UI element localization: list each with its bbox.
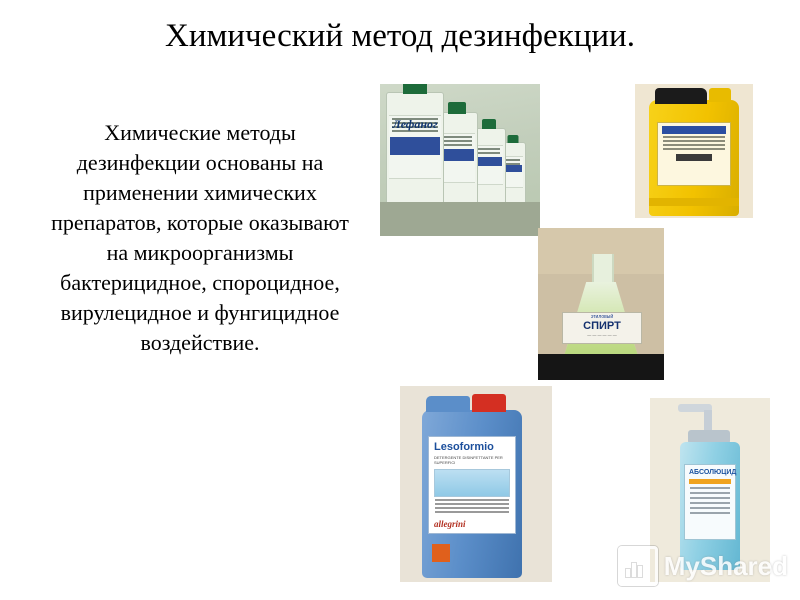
canister-brand-text: Lesoformio bbox=[434, 441, 494, 453]
canister-neck bbox=[709, 88, 731, 102]
pump-bottle-label bbox=[684, 464, 736, 540]
canister-body bbox=[649, 100, 739, 216]
photo-blue-canister bbox=[400, 386, 552, 582]
pump-bottle-brand-text: АБСОЛЮЦИД bbox=[689, 469, 737, 476]
flask-label-top: этиловый bbox=[590, 314, 614, 320]
canister-label-image bbox=[434, 469, 510, 497]
canister-body bbox=[422, 410, 522, 578]
photo-surface bbox=[380, 202, 540, 236]
photo-flask-alcohol bbox=[538, 228, 664, 380]
flask-neck bbox=[592, 254, 614, 284]
bottle-cap bbox=[448, 102, 466, 114]
watermark-label: MyShared bbox=[663, 550, 788, 581]
bottle-cap bbox=[508, 135, 519, 143]
page-title: Химический метод дезинфекции. bbox=[165, 18, 635, 54]
flask-label-fine: — — — — — — bbox=[587, 332, 617, 337]
canister-label bbox=[428, 436, 516, 534]
canister-handle bbox=[426, 396, 470, 412]
pump-stem bbox=[704, 410, 712, 432]
bottle-label-band bbox=[390, 137, 440, 155]
flask-label-main: СПИРТ bbox=[583, 320, 621, 332]
canister-orange-mark bbox=[432, 544, 450, 562]
canister-handle bbox=[655, 88, 707, 104]
bottle-label-band bbox=[504, 165, 522, 172]
photo-green-bottles bbox=[380, 84, 540, 236]
bottle-label-band bbox=[440, 149, 474, 161]
canister-label bbox=[657, 122, 731, 186]
canister-cap bbox=[472, 394, 506, 412]
photo-yellow-canister bbox=[635, 84, 753, 218]
canister-stripe bbox=[649, 198, 739, 206]
bottle-cap bbox=[403, 84, 427, 94]
flask-label bbox=[562, 312, 642, 344]
slide-body-text: Химические методы дезинфекции основаны на применении химических препаратов, которые оказывают на микроорганизмы бактерицидное, спороцидное, вирулецидное и фунгицидное воздействие. bbox=[51, 120, 349, 355]
photo-collage bbox=[360, 0, 800, 600]
canister-label-subtitle: DETERGENTE DISINFETTANTE PER SUPERFICI bbox=[434, 455, 503, 465]
bottle-label bbox=[503, 156, 523, 188]
bottle-cap bbox=[482, 119, 496, 129]
bottle-label-band bbox=[476, 157, 502, 166]
photo-surface bbox=[538, 354, 664, 380]
watermark bbox=[618, 546, 788, 586]
bottle-brand-text: Лефаног bbox=[392, 117, 438, 131]
chart-bars-icon bbox=[618, 546, 658, 586]
bottle-large-1 bbox=[386, 92, 444, 206]
canister-brand-footer: allegrini bbox=[434, 519, 466, 529]
